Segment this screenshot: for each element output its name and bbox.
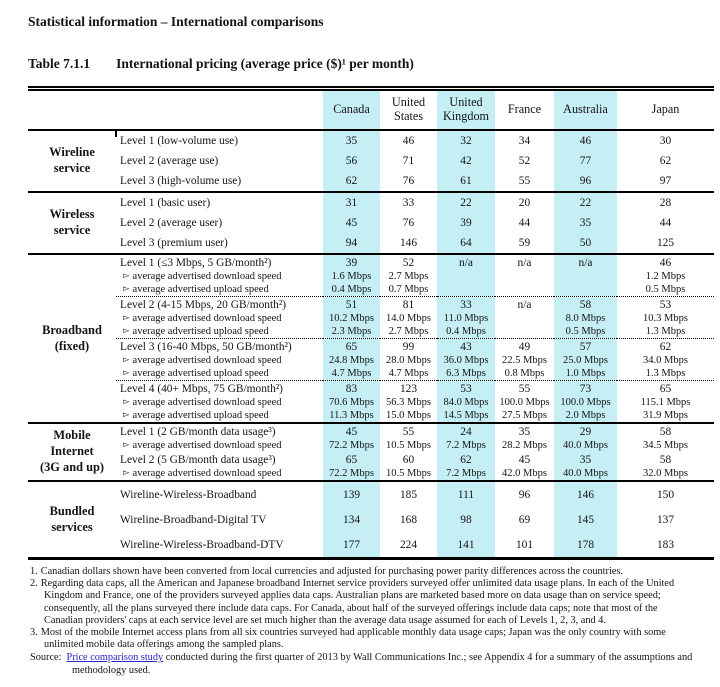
price-cell: 125 [656,237,675,249]
column-header: Canada [323,89,380,131]
category-label: Mobile Internet (3G and up) [28,423,116,481]
price-cell: 58 [617,423,714,439]
speed-cell: 28.0 Mbps [386,355,431,366]
table-row [28,270,714,283]
price-cell: 44 [518,217,531,229]
speed-cell: 4.7 Mbps [380,367,437,381]
price-cell: 29 [554,423,617,439]
price-cell: 64 [437,233,495,254]
price-cell: 42 [437,151,495,171]
price-cell: n/a [495,254,554,270]
footnote-text: Regarding data caps, all the American and Japanese broadband Internet service providers surveyed offer unlimited data usage plans. In each of the United Kingdom and France, one of the providers surveyed applies data caps. Australian plans are marketed based more on data usage than on service speed; consequently, all the plans surveyed there include data caps. For Canada, about half of the surveyed offerings include data caps; note that most of the Canadian providers' caps at each service level are set much higher than the average data usage assumed for each of Levels 1, 2, 3, and 4. [40,578,675,626]
price-cell: 98 [437,507,495,532]
footnote-3 [30,627,694,651]
row-label: Level 2 (4-15 Mbps, 20 GB/month²) [120,298,287,311]
speed-cell: 10.2 Mbps [323,312,380,325]
speed-cell [495,312,554,325]
table-row [28,452,714,467]
speed-cell: 28.2 Mbps [502,440,547,451]
speed-cell [554,283,617,297]
arrow-bullet-icon: ▻ [123,271,130,281]
price-cell: 20 [495,192,554,213]
footnote-number: 3. [30,627,38,639]
price-cell: 96 [554,171,617,192]
speed-row-label: ▻ average advertised upload speed [116,367,323,381]
price-cell: 99 [402,340,415,353]
price-cell: 183 [617,532,714,559]
price-cell: 69 [518,513,531,526]
column-header: United States [380,89,437,131]
speed-cell: 2.7 Mbps [380,325,437,339]
footnote-number: 1. [30,566,38,577]
price-cell: 58 [554,297,617,313]
row-label: Level 1 (basic user) [116,192,323,213]
speed-row-label: ▻ average advertised download speed [123,397,282,408]
arrow-bullet-icon: ▻ [123,313,130,323]
price-cell: 77 [554,151,617,171]
speed-row-label: ▻ average advertised download speed [123,355,282,366]
speed-cell: 10.5 Mbps [386,440,431,451]
speed-row-label: ▻ average advertised download speed [123,440,282,451]
price-cell: 71 [402,155,415,167]
price-cell: 45 [323,213,380,233]
speed-cell: 14.0 Mbps [386,313,431,324]
row-label: Level 2 (average use) [120,155,219,167]
column-header: Australia [554,89,617,131]
speed-cell: 27.5 Mbps [502,410,547,421]
price-cell: 65 [659,382,672,395]
speed-cell [437,270,495,283]
price-cell: 81 [402,298,415,311]
speed-cell: 7.2 Mbps [437,467,495,481]
speed-cell: 40.0 Mbps [554,439,617,452]
row-label: Level 3 (16-40 Mbps, 50 GB/month²) [120,340,292,353]
speed-cell [495,270,554,283]
price-cell: 28 [617,192,714,213]
price-cell: 35 [495,423,554,439]
table-row [28,409,714,423]
table-number: Table 7.1.1 [28,56,91,71]
speed-cell [495,283,554,297]
price-cell: 33 [437,297,495,313]
footnote-text: Canadian dollars shown have been converted from local currencies and adjusted for purchasing power parity differences across the countries. [40,566,623,577]
speed-cell: 36.0 Mbps [437,354,495,367]
table-row [28,367,714,381]
speed-cell: 10.3 Mbps [643,313,688,324]
table-row [28,254,714,270]
price-cell: n/a [554,254,617,270]
speed-cell: 100.0 Mbps [554,396,617,409]
price-cell: 178 [554,532,617,559]
price-cell: 101 [495,532,554,559]
price-cell: 52 [518,155,531,167]
arrow-bullet-icon: ▻ [123,468,130,478]
speed-row-label: ▻ average advertised download speed [123,468,282,479]
source-label: Source: [30,652,62,664]
price-cell: 83 [323,381,380,397]
column-header: France [495,89,554,131]
speed-cell [554,270,617,283]
speed-cell: 34.0 Mbps [643,355,688,366]
speed-row-label: ▻ average advertised upload speed [116,325,323,339]
speed-cell: 6.3 Mbps [437,367,495,381]
arrow-bullet-icon: ▻ [123,397,130,407]
price-cell: 76 [402,217,415,229]
price-cell: n/a [517,298,532,311]
price-cell: 46 [617,254,714,270]
price-cell: 32 [437,130,495,151]
price-cell: 35 [323,130,380,151]
table-header [28,89,714,131]
price-cell: 49 [518,340,531,353]
table-title: International pricing (average price ($)¹ per month) [116,56,414,71]
page-title: Statistical information – International comparisons [28,14,324,29]
price-cell: 22 [554,192,617,213]
price-cell: 145 [554,507,617,532]
price-cell: n/a [437,254,495,270]
speed-cell: 7.2 Mbps [437,439,495,452]
price-cell: 139 [323,481,380,507]
table-body [28,130,714,559]
price-cell: 51 [323,297,380,313]
price-cell: 123 [399,382,418,395]
table-row [28,481,714,507]
category-label: Bundled services [28,481,116,559]
speed-cell: 100.0 Mbps [499,397,550,408]
speed-cell: 1.6 Mbps [323,270,380,283]
category-label: Broadband (fixed) [28,254,116,423]
price-cell: 111 [437,481,495,507]
price-cell: 34 [495,130,554,151]
speed-cell: 15.0 Mbps [386,410,431,421]
price-cell: 57 [554,339,617,355]
price-cell: 224 [380,532,437,559]
speed-cell: 10.5 Mbps [386,468,431,479]
price-comparison-study-link[interactable]: Price comparison study [66,652,164,664]
table-row [28,339,714,355]
row-label: Level 2 (5 GB/month data usage³) [120,453,276,466]
table-row [28,233,714,254]
price-cell: 55 [518,175,531,187]
table-row [28,507,714,532]
arrow-bullet-icon: ▻ [123,368,130,378]
table-caption [28,56,714,72]
price-cell: 55 [380,423,437,439]
speed-cell: 25.0 Mbps [554,354,617,367]
price-cell: 94 [323,233,380,254]
price-cell: 31 [323,192,380,213]
arrow-bullet-icon: ▻ [123,326,130,336]
speed-cell: 2.7 Mbps [388,271,429,282]
speed-cell: 2.0 Mbps [554,409,617,423]
speed-cell: 42.0 Mbps [502,468,547,479]
speed-cell [437,283,495,297]
price-cell: 46 [554,130,617,151]
table-row [28,354,714,367]
speed-cell: 1.3 Mbps [617,325,714,339]
arrow-bullet-icon: ▻ [123,440,130,450]
price-cell: 45 [518,453,531,466]
price-cell: 146 [399,237,418,249]
price-cell: 73 [554,381,617,397]
price-cell: 44 [659,217,672,229]
footnote-1 [30,566,694,578]
category-label: Wireline service [28,130,116,192]
price-cell: 185 [380,481,437,507]
price-cell: 62 [659,340,672,353]
price-cell: 58 [659,453,672,466]
price-cell: 65 [323,452,380,467]
price-cell: 61 [437,171,495,192]
price-cell: 59 [518,237,531,249]
table-row [28,130,714,151]
column-header: United Kingdom [437,89,495,131]
speed-cell: 0.5 Mbps [617,283,714,297]
price-cell: 97 [659,175,672,187]
table-row [28,192,714,213]
price-cell: 53 [437,381,495,397]
price-cell: 137 [656,513,675,526]
table-row [28,171,714,192]
speed-cell: 4.7 Mbps [323,367,380,381]
price-cell: 35 [554,452,617,467]
footnote-2 [30,578,694,627]
price-cell: 150 [617,481,714,507]
speed-cell: 0.4 Mbps [437,325,495,339]
footnotes [28,566,694,677]
speed-cell: 0.7 Mbps [380,283,437,297]
speed-cell: 1.2 Mbps [645,271,686,282]
price-cell: 62 [323,171,380,192]
column-header: Japan [617,89,714,131]
row-label: Level 1 (≤3 Mbps, 5 GB/month²) [116,254,323,270]
table-row [28,439,714,452]
price-cell: 177 [323,532,380,559]
speed-cell: 56.3 Mbps [386,397,431,408]
price-cell: 55 [518,382,531,395]
table-row [28,396,714,409]
price-cell: 39 [437,213,495,233]
price-cell: 50 [554,233,617,254]
speed-cell: 84.0 Mbps [437,396,495,409]
source-text: conducted during the first quarter of 2013 by Wall Communications Inc.; see Appendix 4 for a summary of the assumptions and methodology used. [72,652,693,676]
row-label: Level 2 (average user) [120,217,223,229]
price-cell: 22 [437,192,495,213]
table-row [28,213,714,233]
speed-cell: 1.3 Mbps [617,367,714,381]
speed-cell: 72.2 Mbps [323,467,380,481]
table-row [28,312,714,325]
speed-cell: 2.3 Mbps [323,325,380,339]
speed-cell: 0.4 Mbps [323,283,380,297]
table-corner [28,89,323,131]
speed-row-label: ▻ average advertised upload speed [116,283,323,297]
speed-cell: 24.8 Mbps [323,354,380,367]
speed-cell: 115.1 Mbps [640,397,691,408]
speed-cell: 34.5 Mbps [643,440,688,451]
price-cell: 46 [380,130,437,151]
row-label: Level 1 (low-volume use) [116,130,323,151]
table-row [28,151,714,171]
price-cell: 33 [380,192,437,213]
row-label: Level 3 (premium user) [120,237,228,249]
price-cell: 24 [437,423,495,439]
price-cell: 45 [323,423,380,439]
price-cell: 76 [402,175,415,187]
arrow-bullet-icon: ▻ [123,355,130,365]
speed-cell: 11.0 Mbps [437,312,495,325]
price-cell: 146 [554,481,617,507]
speed-cell: 14.5 Mbps [437,409,495,423]
speed-cell: 8.0 Mbps [554,312,617,325]
speed-row-label: ▻ average advertised download speed [123,271,282,282]
price-cell: 43 [437,339,495,355]
row-label: Level 4 (40+ Mbps, 75 GB/month²) [120,382,283,395]
table-row [28,423,714,439]
source-line [30,652,694,676]
price-cell: 35 [554,213,617,233]
table-row [28,283,714,297]
speed-cell: 11.3 Mbps [323,409,380,423]
speed-cell [495,325,554,339]
speed-row-label: ▻ average advertised download speed [123,313,282,324]
price-cell: 52 [380,254,437,270]
speed-cell: 72.2 Mbps [323,439,380,452]
price-cell: 60 [402,453,415,466]
column-divider-tick [115,131,117,137]
speed-row-label: ▻ average advertised upload speed [123,410,269,421]
price-cell: 168 [399,513,418,526]
row-label: Wireline-Wireless-Broadband [116,481,323,507]
price-cell: 134 [323,507,380,532]
row-label: Wireline-Wireless-Broadband-DTV [116,532,323,559]
price-cell: 39 [323,254,380,270]
speed-cell: 31.9 Mbps [643,410,688,421]
row-label: Wireline-Broadband-Digital TV [120,513,267,526]
speed-cell: 0.8 Mbps [495,367,554,381]
price-cell: 141 [437,532,495,559]
price-cell: 56 [323,151,380,171]
speed-cell: 1.0 Mbps [554,367,617,381]
price-cell: 62 [437,452,495,467]
category-label: Wireless service [28,192,116,254]
row-label: Level 3 (high-volume use) [120,175,242,187]
row-label: Level 1 (2 GB/month data usage³) [116,423,323,439]
price-cell: 62 [659,155,672,167]
speed-cell: 32.0 Mbps [643,468,688,479]
table-row [28,467,714,481]
pricing-table-wrapper [28,86,714,560]
speed-cell: 70.6 Mbps [323,396,380,409]
international-pricing-table [28,86,714,560]
table-row [28,381,714,397]
price-cell: 53 [659,298,672,311]
table-row [28,325,714,339]
arrow-bullet-icon: ▻ [123,410,130,420]
table-row [28,297,714,313]
price-cell: 65 [323,339,380,355]
speed-cell: 0.5 Mbps [554,325,617,339]
speed-cell: 22.5 Mbps [502,355,547,366]
table-row [28,532,714,559]
footnote-text: Most of the mobile Internet access plans from all six countries surveyed had applicable monthly data usage caps; Japan was the only country with some unlimited mobile data offerings among the sampled plans. [40,627,666,651]
price-cell: 30 [617,130,714,151]
footnote-number: 2. [30,578,38,590]
price-cell: 96 [495,481,554,507]
arrow-bullet-icon: ▻ [123,284,130,294]
speed-cell: 40.0 Mbps [554,467,617,481]
